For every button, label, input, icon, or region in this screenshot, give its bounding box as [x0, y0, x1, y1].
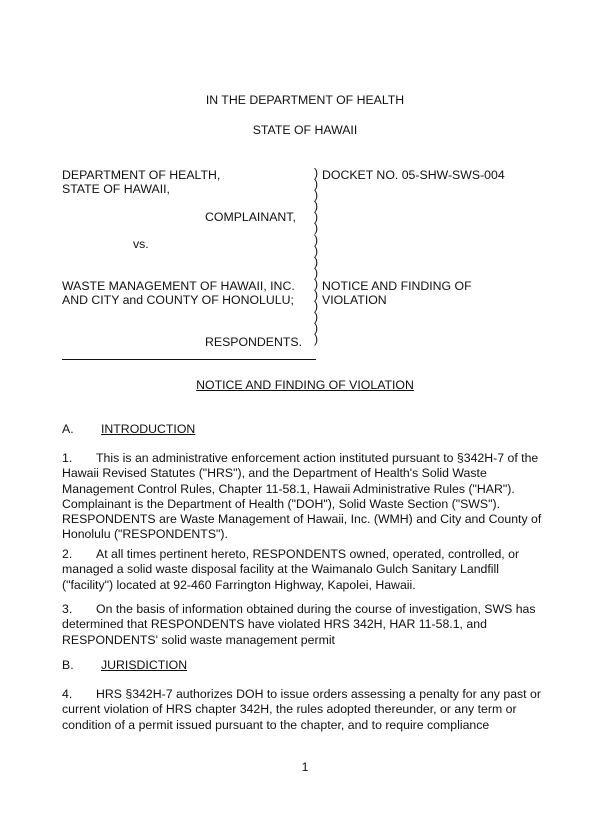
court-heading: IN THE DEPARTMENT OF HEALTH — [205, 93, 405, 107]
paragraph-2-text: At all times pertinent hereto, RESPONDENTS owned, operated, controlled, or managed a solid waste disposal facility at the Waimanalo Gulch Sanitary Landfill ("facility") located at 92-460 Farrington Highway, Kapolei, Hawaii. — [62, 547, 520, 592]
paragraph-2 — [62, 547, 552, 593]
complainant-name-line1: DEPARTMENT OF HEALTH, — [62, 168, 221, 182]
paragraph-2-number: 2. — [62, 547, 73, 561]
respondent-name-line2: AND CITY and COUNTY OF HONOLULU; — [62, 293, 294, 307]
notice-line1: NOTICE AND FINDING OF — [322, 279, 472, 293]
caption-divider-parens: ) ) ) ) ) ) ) ) ) ) ) ) ) ) ) ) — [314, 166, 319, 347]
complainant-label: COMPLAINANT, — [205, 210, 296, 224]
paragraph-4 — [62, 687, 552, 733]
paragraph-3-number: 3. — [62, 602, 73, 616]
section-b-letter: B. — [62, 658, 74, 672]
section-b-title: JURISDICTION — [101, 658, 188, 672]
versus-text: vs. — [133, 237, 149, 251]
notice-line2: VIOLATION — [322, 293, 387, 307]
paragraph-3-text: On the basis of information obtained during the course of investigation, SWS has determined that RESPONDENTS have violated HRS 342H, HAR 11-58.1, and RESPONDENTS' solid waste management permit — [62, 602, 536, 647]
paragraph-3 — [62, 602, 552, 648]
paragraph-1 — [62, 451, 552, 543]
paragraph-1-number: 1. — [62, 451, 73, 465]
paragraph-4-text: HRS §342H-7 authorizes DOH to issue orders assessing a penalty for any past or current violation of HRS chapter 342H, the rules adopted thereunder, or any term or condition of a permit issued pursuant to the chapter, and to require compliance — [62, 687, 541, 732]
page-number: 1 — [301, 760, 309, 774]
paragraph-4-number: 4. — [62, 687, 73, 701]
state-heading: STATE OF HAWAII — [252, 123, 358, 137]
document-title: NOTICE AND FINDING OF VIOLATION — [196, 378, 414, 392]
section-a-title: INTRODUCTION — [101, 422, 196, 436]
section-a-letter: A. — [62, 422, 74, 436]
complainant-name-line2: STATE OF HAWAII, — [62, 182, 170, 196]
respondent-name-line1: WASTE MANAGEMENT OF HAWAII, INC. — [62, 279, 295, 293]
respondent-label: RESPONDENTS. — [205, 335, 303, 349]
caption-underline — [62, 359, 316, 360]
paragraph-1-text: This is an administrative enforcement action instituted pursuant to §342H-7 of the Hawaii Revised Statutes ("HRS"), and the Department of Health's Solid Waste Management Control Rules, Chapter 11-58.1, Hawaii Administrative Rules ("HAR"). Complainant is the Department of Health ("DOH"), Solid Waste Section ("SWS"). RESPONDENTS are Waste Management of Hawaii, Inc. (WMH) and City and County of Honolulu ("RESPONDENTS"). — [62, 451, 542, 542]
docket-number: DOCKET NO. 05-SHW-SWS-004 — [322, 168, 505, 182]
